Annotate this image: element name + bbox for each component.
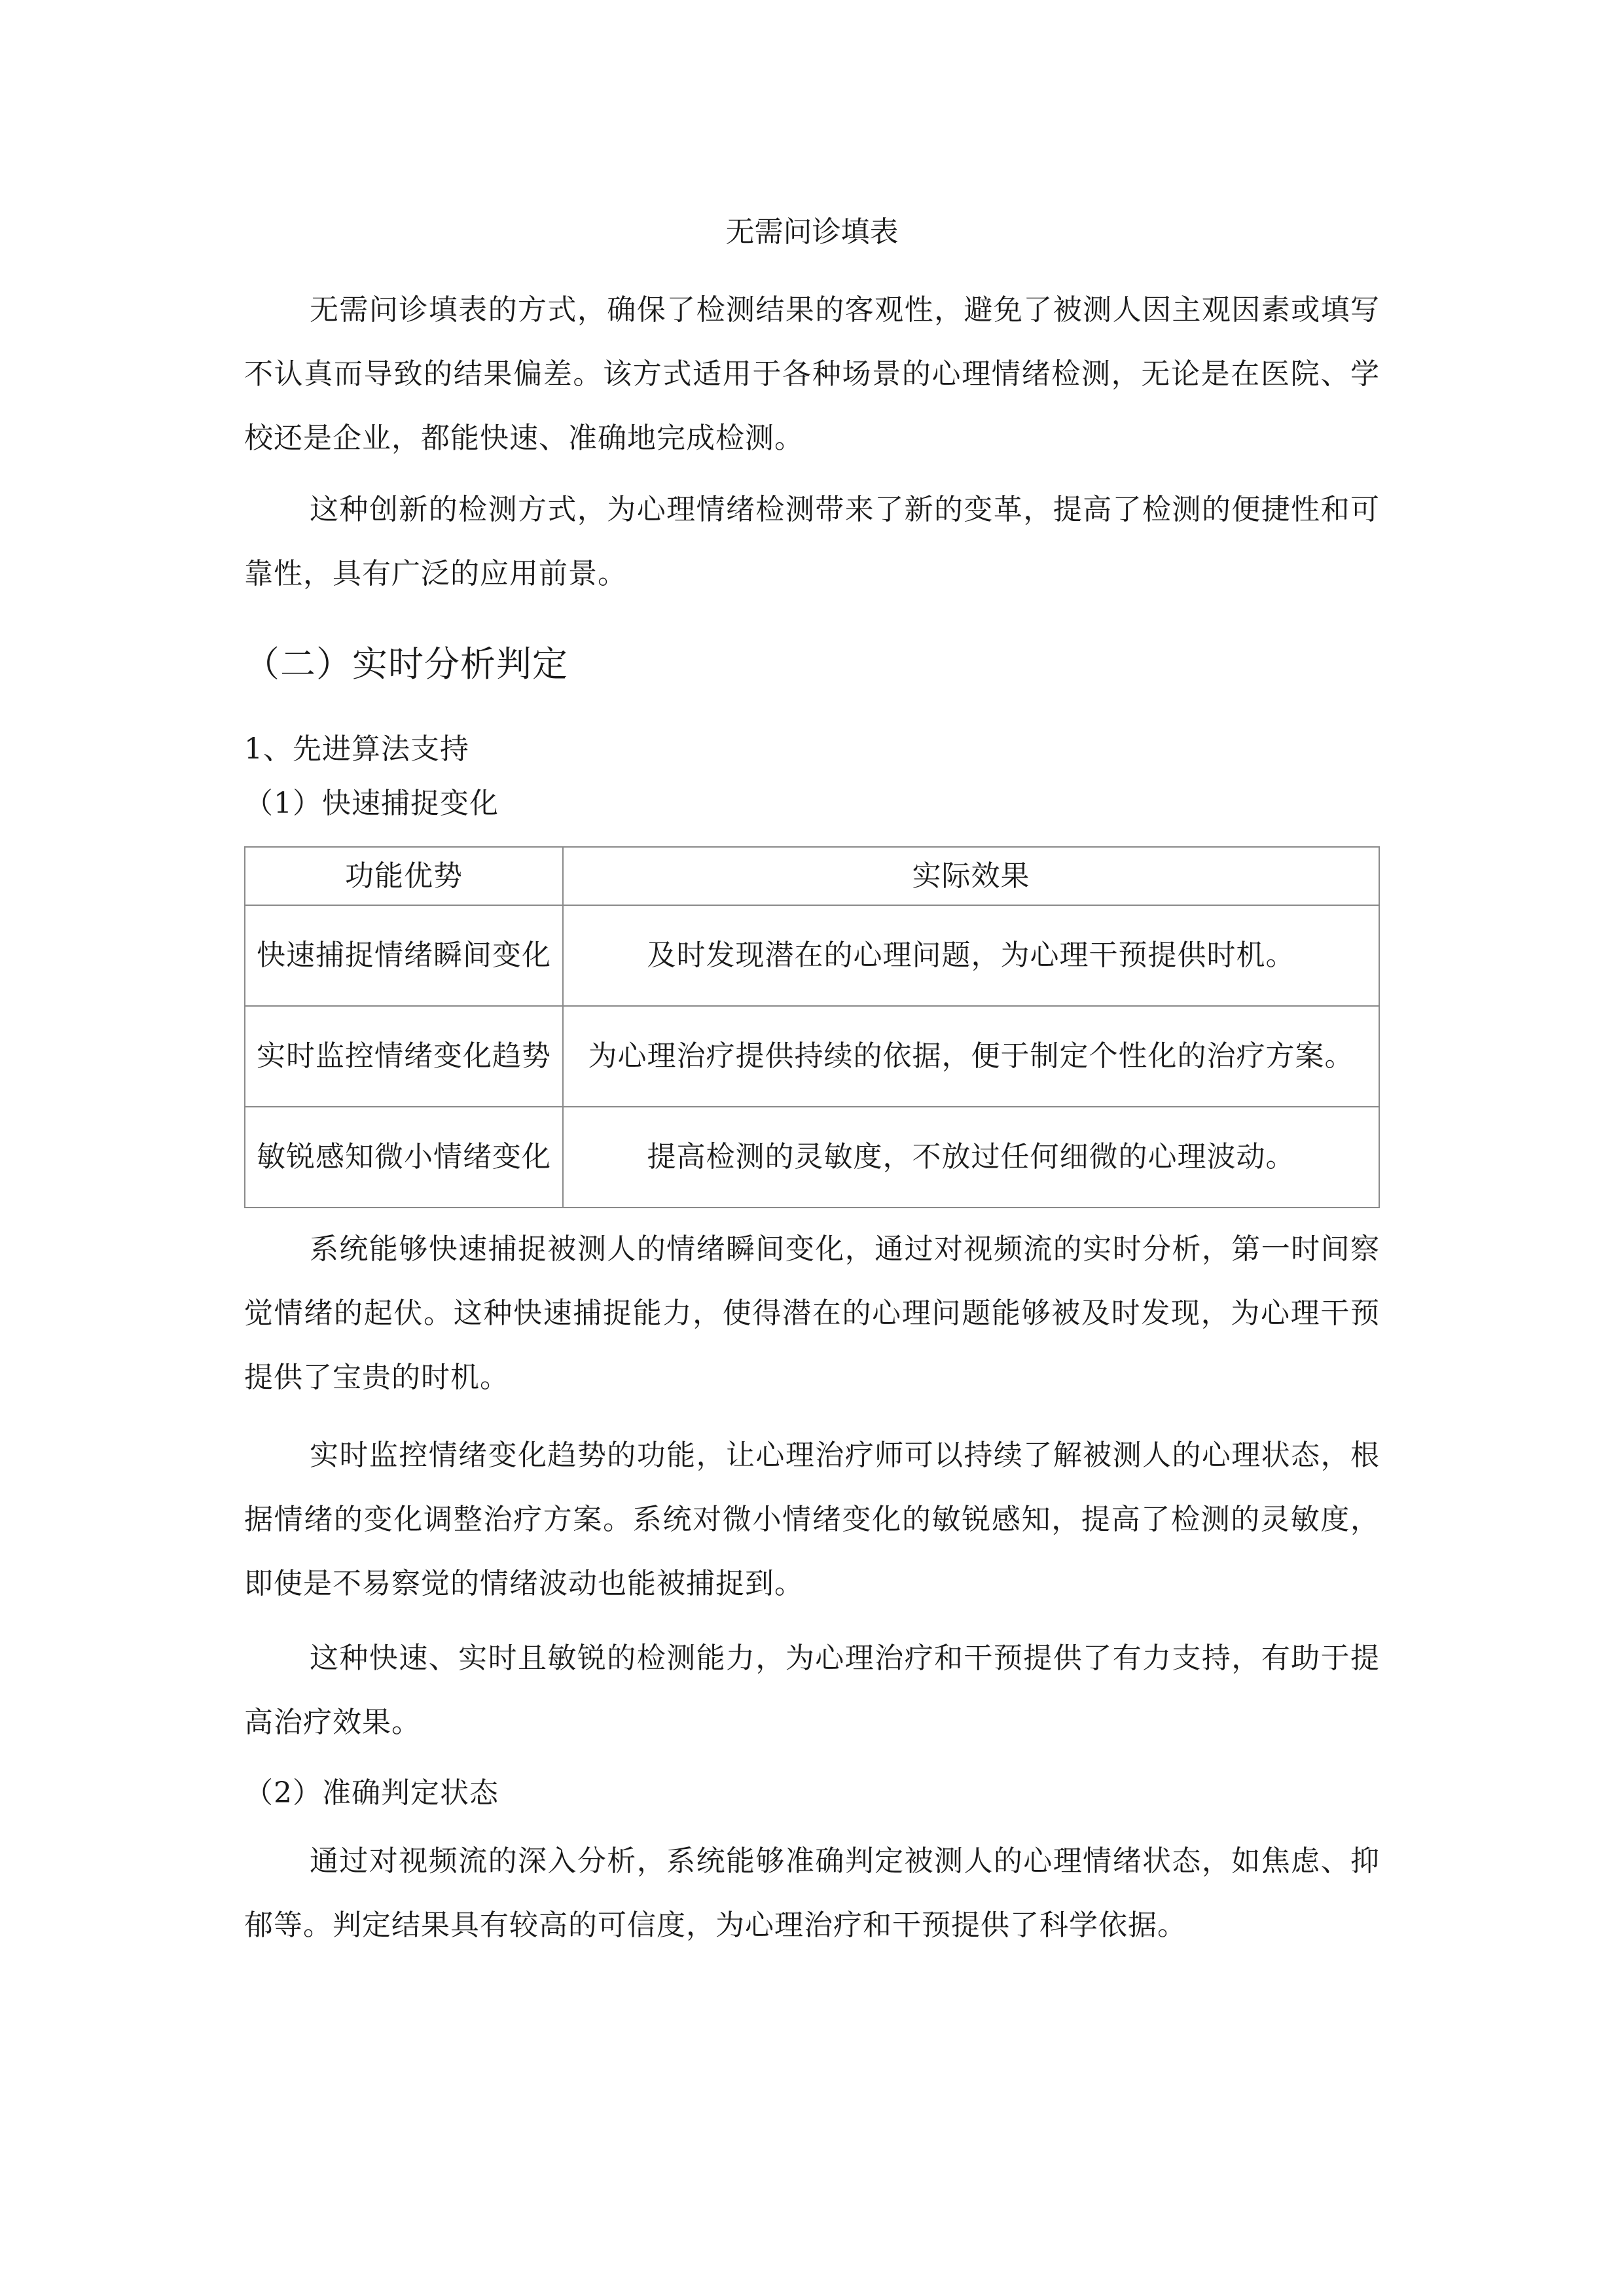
table-cell-advantage: 敏锐感知微小情绪变化	[245, 1107, 563, 1208]
table-header-cell: 功能优势	[245, 847, 563, 905]
body-paragraph-2: 实时监控情绪变化趋势的功能，让心理治疗师可以持续了解被测人的心理状态，根据情绪的变化调整治疗方案。系统对微小情绪变化的敏锐感知，提高了检测的灵敏度，即使是不易察觉的情绪波动也能被捕捉到。	[244, 1439, 1380, 1600]
section-heading: （二）实时分析判定	[244, 643, 568, 685]
table-cell-effect: 及时发现潜在的心理问题，为心理干预提供时机。	[563, 905, 1379, 1006]
body-paragraph-1: 系统能够快速捕捉被测人的情绪瞬间变化，通过对视频流的实时分析，第一时间察觉情绪的起伏。这种快速捕捉能力，使得潜在的心理问题能够被及时发现，为心理干预提供了宝贵的时机。	[244, 1232, 1380, 1394]
features-table	[244, 846, 1380, 1208]
table-row	[245, 905, 1379, 1006]
item1-heading: （1）快速捕捉变化	[244, 787, 499, 820]
body-paragraph-3: 这种快速、实时且敏锐的检测能力，为心理治疗和干预提供了有力支持，有助于提高治疗效果。	[244, 1641, 1380, 1739]
table-row	[245, 1107, 1379, 1208]
table-cell-effect: 为心理治疗提供持续的依据，便于制定个性化的治疗方案。	[563, 1006, 1379, 1107]
table-header-row	[245, 847, 1379, 905]
table-cell-advantage: 实时监控情绪变化趋势	[245, 1006, 563, 1107]
final-paragraph: 通过对视频流的深入分析，系统能够准确判定被测人的心理情绪状态，如焦虑、抑郁等。判定结果具有较高的可信度，为心理治疗和干预提供了科学依据。	[244, 1844, 1380, 1942]
page-title: 无需问诊填表	[725, 215, 899, 249]
intro-paragraph-2: 这种创新的检测方式，为心理情绪检测带来了新的变革，提高了检测的便捷性和可靠性，具有广泛的应用前景。	[244, 493, 1380, 590]
subsection-heading: 1、先进算法支持	[244, 732, 469, 766]
table-row	[245, 1006, 1379, 1107]
table-cell-advantage: 快速捕捉情绪瞬间变化	[245, 905, 563, 1006]
item2-heading: （2）准确判定状态	[244, 1776, 499, 1810]
table-header-cell: 实际效果	[563, 847, 1379, 905]
table-cell-effect: 提高检测的灵敏度，不放过任何细微的心理波动。	[563, 1107, 1379, 1208]
intro-paragraph-1: 无需问诊填表的方式，确保了检测结果的客观性，避免了被测人因主观因素或填写不认真而导致的结果偏差。该方式适用于各种场景的心理情绪检测，无论是在医院、学校还是企业，都能快速、准确地完成检测。	[244, 293, 1380, 455]
